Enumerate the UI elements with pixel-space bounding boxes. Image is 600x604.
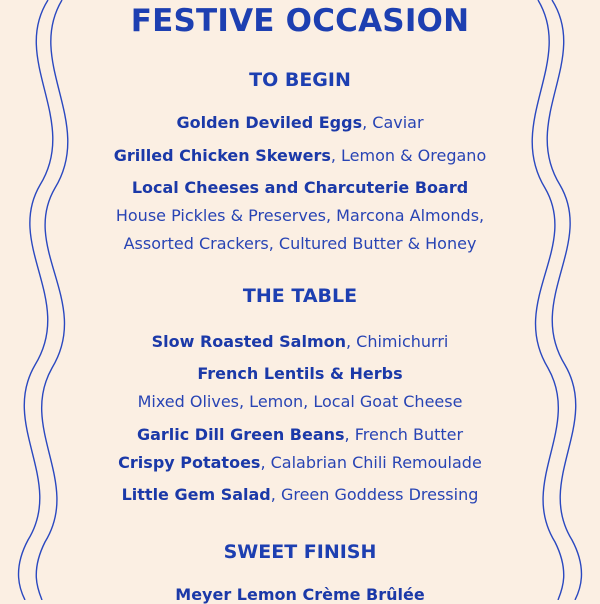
dish-description: House Pickles & Preserves, Marcona Almonds, xyxy=(115,206,485,225)
menu-item: Crispy Potatoes, Calabrian Chili Remoulade xyxy=(118,453,482,472)
dish-description: Green Goddess Dressing xyxy=(280,485,479,504)
menu-item: Grilled Chicken Skewers, Lemon & Oregano xyxy=(113,146,487,165)
dish-name: Grilled Chicken Skewers xyxy=(113,146,331,165)
menu-item: Slow Roasted Salmon, Chimichurri xyxy=(151,332,449,351)
menu-item: Golden Deviled Eggs, Caviar xyxy=(176,113,424,132)
dish-description: French Butter xyxy=(354,425,464,444)
dish-description: Mixed Olives, Lemon, Local Goat Cheese xyxy=(137,392,463,411)
section-heading-sweet-finish: SWEET FINISH xyxy=(223,541,377,563)
dish-name: Little Gem Salad xyxy=(121,485,271,504)
section-heading-to-begin: TO BEGIN xyxy=(249,69,351,91)
dish-name: French Lentils & Herbs xyxy=(197,364,403,383)
menu-title: FESTIVE OCCASION xyxy=(130,3,470,39)
dish-name: Meyer Lemon Crème Brûlée xyxy=(175,585,425,604)
dish-description: Calabrian Chili Remoulade xyxy=(270,453,482,472)
menu-item-detail xyxy=(0,234,600,253)
section-heading-the-table: THE TABLE xyxy=(242,285,358,307)
menu-item-detail xyxy=(0,392,600,411)
dish-name: Crispy Potatoes xyxy=(118,453,261,472)
menu-item: Garlic Dill Green Beans, French Butter xyxy=(136,425,464,444)
dish-description: Lemon & Oregano xyxy=(341,146,487,165)
menu-item-detail xyxy=(0,206,600,225)
dish-name: Slow Roasted Salmon xyxy=(151,332,346,351)
dish-description: Assorted Crackers, Cultured Butter & Honey xyxy=(123,234,477,253)
menu-item xyxy=(0,178,600,197)
dish-description: Chimichurri xyxy=(356,332,449,351)
menu-item xyxy=(0,585,600,604)
menu-item: Little Gem Salad, Green Goddess Dressing xyxy=(121,485,479,504)
dish-name: Garlic Dill Green Beans xyxy=(136,425,345,444)
menu-item xyxy=(0,364,600,383)
dish-name: Golden Deviled Eggs xyxy=(176,113,363,132)
dish-name: Local Cheeses and Charcuterie Board xyxy=(131,178,469,197)
dish-description: Caviar xyxy=(372,113,424,132)
